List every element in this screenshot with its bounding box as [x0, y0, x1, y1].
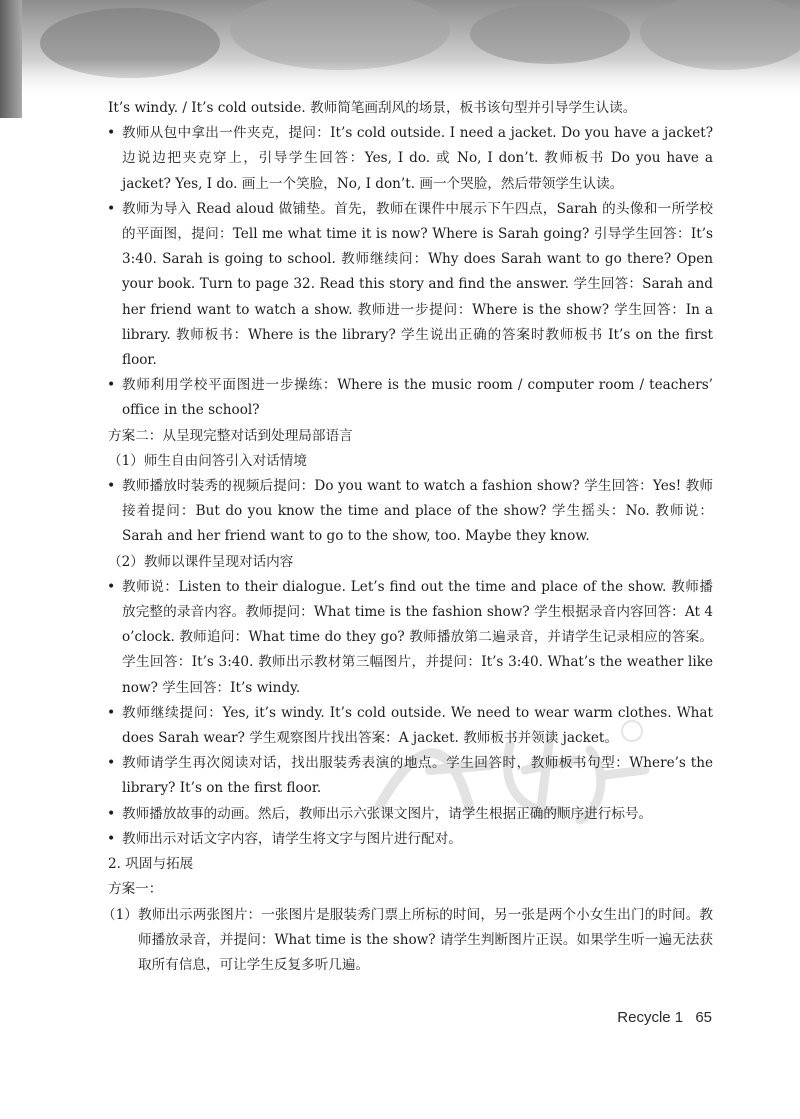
bullet-item: • 教师播放时装秀的视频后提问：Do you want to watch a fashion show? 学生回答：Yes! 教师接着提问：But do you know the time and place of the show? 学生摇头：No. 教师说：Sarah and her friend want to go to the show, too. Maybe they know. — [108, 474, 713, 550]
bullet-item: • 教师说：Listen to their dialogue. Let’s find out the time and place of the show. 教师播放完整的录音内容。教师提问：What time is the fashion show? 学生根据录音内容回答：At 4 o’clock. 教师追问：What time do they go? 教师播放第二遍录音，并请学生记录相应的答案。学生回答：It’s 3:40. 教师出示教材第三幅图片，并提问：It’s 3:40. What’s the weather like now? 学生回答：It’s windy. — [108, 575, 713, 701]
page-number: 65 — [695, 1009, 712, 1026]
section-heading: 2. 巩固与拓展 — [108, 856, 194, 873]
main-text — [102, 96, 713, 978]
bullet-item: • 教师出示对话文字内容，请学生将文字与图片进行配对。 — [108, 827, 713, 852]
bullet-item: • 教师请学生再次阅读对话，找出服装秀表演的地点。学生回答时，教师板书句型：Where’s the library? It’s on the first floor. — [108, 751, 713, 801]
sub-heading: （2）教师以课件呈现对话内容 — [108, 553, 294, 570]
footer-section: Recycle 1 — [617, 1009, 684, 1026]
header-decoration — [0, 0, 800, 96]
section-heading: 方案一： — [108, 881, 163, 898]
item-number: （1） — [102, 906, 138, 923]
section-heading: 方案二：从呈现完整对话到处理局部语言 — [108, 427, 353, 444]
item-text: 教师出示两张图片：一张图片是服装秀门票上所标的时间，另一张是两个小女生出门的时间。教师播放录音，并提问：What time is the show? 请学生判断图片正误。如果学生听一遍无法获取所有信息，可让学生反复多听几遍。 — [138, 906, 713, 973]
page-footer — [617, 1009, 712, 1026]
bullet-item: • 教师播放故事的动画。然后，教师出示六张课文图片，请学生根据正确的顺序进行标号。 — [108, 802, 713, 827]
sub-heading: （1）师生自由问答引入对话情境 — [108, 452, 307, 469]
page-edge-shadow — [0, 0, 22, 118]
bullet-item: • 教师利用学校平面图进一步操练：Where is the music room / computer room / teachers’ office in the school? — [108, 373, 713, 423]
bullet-item: • 教师为导入 Read aloud 做铺垫。首先，教师在课件中展示下午四点，Sarah 的头像和一所学校的平面图，提问：Tell me what time it is now? Where is Sarah going? 引导学生回答：It’s 3:40. Sarah is going to school. 教师继续问：Why does Sarah want to go there? Open your book. Turn to page 32. Read this story and find the answer. 学生回答：Sarah and her friend want to watch a show. 教师进一步提问：Where is the show? 学生回答：In a library. 教师板书：Where is the library? 学生说出正确的答案时教师板书 It’s on the first floor. — [108, 197, 713, 373]
numbered-item — [102, 903, 713, 979]
bullet-item: • 教师继续提问：Yes, it’s windy. It’s cold outside. We need to wear warm clothes. What does Sarah wear? 学生观察图片找出答案：A jacket. 教师板书并领读 jacket。 — [108, 701, 713, 751]
bullet-item: • 教师从包中拿出一件夹克，提问：It’s cold outside. I need a jacket. Do you have a jacket? 边说边把夹克穿上，引导学生回答：Yes, I do. 或 No, I don’t. 教师板书 Do you have a jacket? Yes, I do. 画上一个笑脸，No, I don’t. 画一个哭脸，然后带领学生认读。 — [108, 121, 713, 197]
text-line: It’s windy. / It’s cold outside. 教师简笔画刮风的场景，板书该句型并引导学生认读。 — [108, 100, 637, 116]
